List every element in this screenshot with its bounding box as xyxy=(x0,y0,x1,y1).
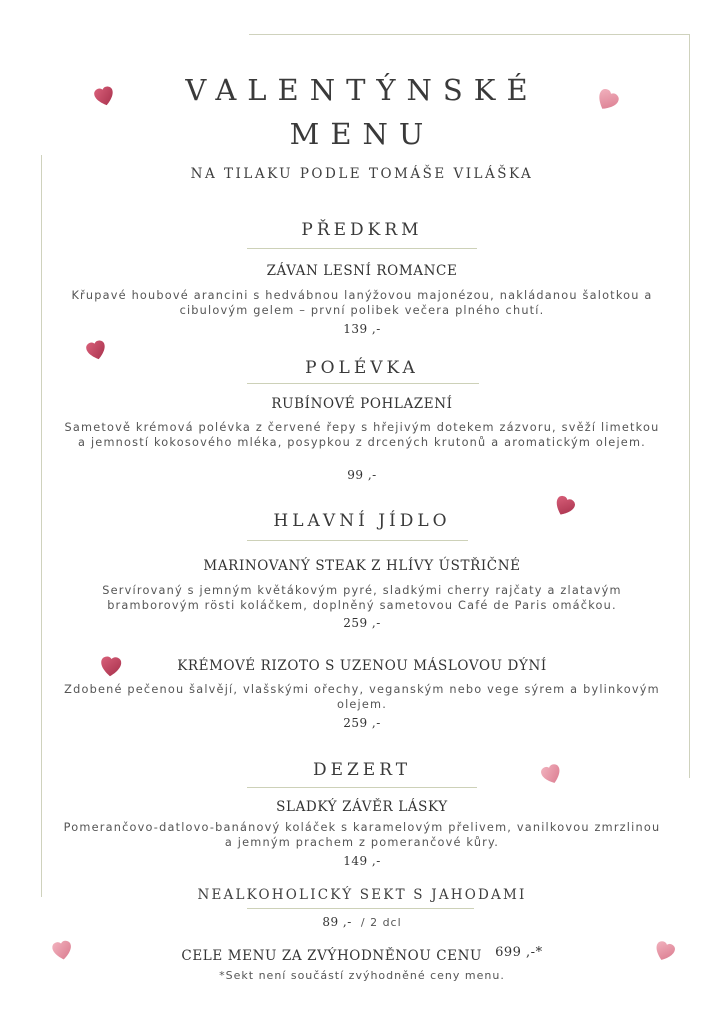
section-divider xyxy=(247,540,468,541)
dish-description-starter: Křupavé houbové arancini s hedvábnou lanýžovou majonézou, nakládanou šalotkou a cibulovým gelem – první polibek večera plného chutí. xyxy=(71,289,653,317)
drink-price: 89 ,- xyxy=(322,915,352,929)
drink-volume: / 2 dcl xyxy=(360,916,402,929)
dish-price-main-2: 259 ,- xyxy=(343,716,381,730)
footnote: *Sekt není součástí zvýhodněné ceny menu. xyxy=(219,969,505,982)
section-divider xyxy=(247,383,479,384)
dish-price-starter: 139 ,- xyxy=(343,322,381,336)
section-heading-soup: POLÉVKA xyxy=(305,358,419,378)
dish-description-main-1: Servírovaný s jemným květákovým pyré, sladkými cherry rajčaty a zlatavým bramborovým rösti koláčkem, doplněný sametovou Café de Paris omáčkou. xyxy=(102,584,622,612)
dish-description-dessert: Pomerančovo-datlovo-banánový koláček s karamelovým přelivem, vanilkovou zmrzlinou a jemným prachem z pomerančové kůry. xyxy=(63,821,661,849)
menu-title-line-1: VALENTÝNSKÉ xyxy=(185,73,539,107)
section-heading-dessert: DEZERT xyxy=(312,760,412,780)
menu-total-row xyxy=(0,945,724,964)
drink-name: NEALKOHOLICKÝ SEKT S JAHODAMI xyxy=(197,887,527,903)
dish-name-soup: RUBÍNOVÉ POHLAZENÍ xyxy=(271,396,453,412)
section-heading-starter: PŘEDKRM xyxy=(301,220,423,240)
dish-price-dessert: 149 ,- xyxy=(343,854,381,868)
frame-line-top xyxy=(249,34,689,35)
dish-name-starter: ZÁVAN LESNÍ ROMANCE xyxy=(266,263,458,279)
menu-title-line-2: MENU xyxy=(289,117,435,151)
menu-subtitle: NA TILAKU PODLE TOMÁŠE VILÁŠKA xyxy=(190,166,534,182)
section-divider xyxy=(247,787,477,788)
dish-price-main-1: 259 ,- xyxy=(343,616,381,630)
section-heading-main: HLAVNÍ JÍDLO xyxy=(273,511,451,531)
dish-name-dessert: SLADKÝ ZÁVĚR LÁSKY xyxy=(276,799,448,815)
section-divider xyxy=(247,908,474,909)
menu-total-label: CELE MENU ZA ZVÝHODNĚNOU CENU xyxy=(181,948,482,964)
drink-price-row xyxy=(0,911,724,930)
dish-name-main-2: KRÉMOVÉ RIZOTO S UZENOU MÁSLOVOU DÝNÍ xyxy=(177,658,547,674)
section-divider xyxy=(247,248,477,249)
dish-description-soup: Sametově krémová polévka z červené řepy s hřejivým dotekem zázvoru, svěží limetkou a jemností kokosového mléka, posypkou z drcených krutonů a aromatickým olejem. xyxy=(64,421,660,449)
dish-price-soup: 99 ,- xyxy=(347,468,377,482)
menu-total-price: 699 ,-* xyxy=(495,945,543,960)
dish-name-main-1: MARINOVANÝ STEAK Z HLÍVY ÚSTŘIČNÉ xyxy=(203,558,521,574)
dish-description-main-2: Zdobené pečenou šalvějí, vlašskými ořechy, veganským nebo vege sýrem a bylinkovým olejem. xyxy=(64,683,660,711)
